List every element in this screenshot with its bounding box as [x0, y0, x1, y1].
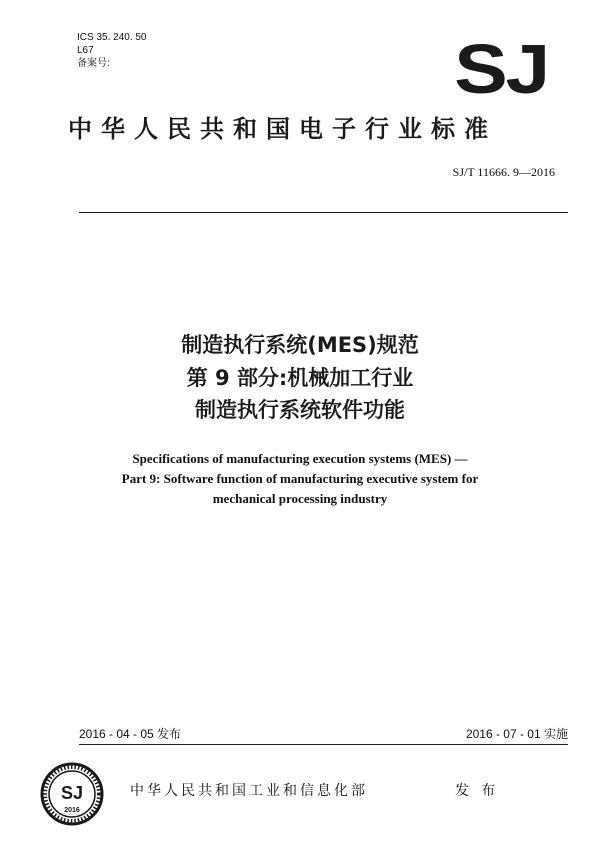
record-number-label: 备案号: [77, 58, 110, 69]
cn-title-line-2: 第 9 部分:机械加工行业 [186, 366, 414, 390]
publish-date: 2016 - 04 - 05 发布 [79, 727, 182, 741]
ics-code: ICS 35. 240. 50 [77, 32, 147, 43]
seal-year: 2016 [64, 807, 80, 814]
organization-title: 中华人民共和国电子行业标准 [68, 115, 497, 143]
top-divider [79, 212, 568, 213]
standard-number: SJ/T 11666. 9—2016 [452, 165, 555, 179]
cn-title-line-3: 制造执行系统软件功能 [195, 398, 405, 422]
seal-text: SJ [60, 783, 84, 803]
bottom-divider [79, 744, 568, 745]
ccs-code: L67 [77, 45, 94, 56]
implement-date: 2016 - 07 - 01 实施 [465, 727, 568, 741]
sj-logo: SJ [454, 30, 548, 108]
en-title-line-3: mechanical processing industry [212, 491, 388, 506]
en-title-line-2: Part 9: Software function of manufacturing executive system for [121, 471, 479, 486]
en-title-line-1: Specifications of manufacturing execution systems (MES) — [132, 451, 468, 466]
cn-title-line-1: 制造执行系统(MES)规范 [181, 333, 419, 357]
issue-label: 发布 [455, 783, 507, 799]
issuing-authority: 中华人民共和国工业和信息化部 [130, 783, 368, 799]
seal-icon [40, 762, 104, 826]
